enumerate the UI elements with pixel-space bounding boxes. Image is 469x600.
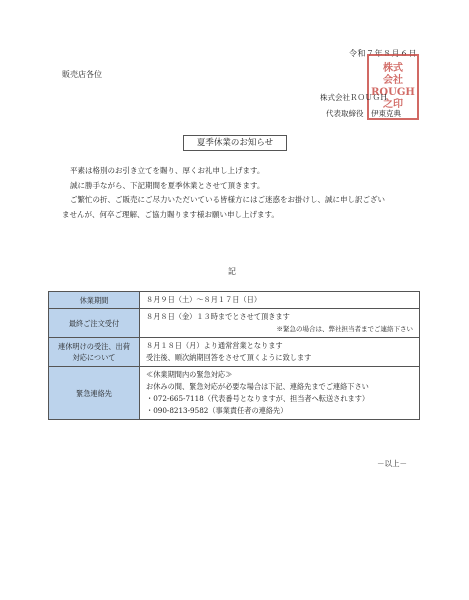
document-date: 令和７年８月６日 [349,49,417,58]
row-value-last-order [140,309,420,338]
body-paragraph-3-cont: ませんが、何卒ご理解、ご協力賜ります様お願い申し上げます。 [62,209,279,219]
emergency-phone-main: ・072-665-7118（代表番号となりますが、担当者へ転送されます） [146,394,370,403]
body-paragraph-3: ご繁忙の折、ご販売にご尽力いただいている皆様方にはご迷惑をお掛けし、誠に申し訳ござい [70,195,385,204]
body-paragraph-1: 平素は格別のお引き立てを賜り、厚くお礼申し上げます。 [70,166,265,175]
body-paragraph-2: 誠に勝手ながら、下記期間を夏季休業とさせて頂きます。 [70,180,265,190]
representative: 代表取締役 伊東克典 [326,109,401,118]
after-holiday-line1: ８月１８日（月）より通常営業となります [146,341,283,350]
emergency-instructions: お休みの間、緊急対応が必要な場合は下記、連絡先までご連絡下さい [146,382,369,391]
company-seal: 株式 会社 ROUGH 之印 [367,54,419,120]
table-row [49,367,420,420]
table-row [49,338,420,367]
ki-heading: 記 [228,267,236,276]
row-value-emergency-contact [140,367,420,420]
table-row [49,309,420,338]
after-holiday-label-line2: 対応について [72,353,116,362]
row-label-after-holiday [49,338,140,367]
after-holiday-line2: 受注後、順次納期回答をさせて頂くように致します [146,353,312,362]
emergency-phone-mobile: ・090-8213-9582（事業責任者の連絡先） [146,406,288,415]
last-order-note: ※緊急の場合は、弊社担当者までご連絡下さい [276,325,413,333]
row-label-closure-period: 休業期間 [49,292,140,309]
closing-mark: －以上－ [377,459,407,468]
body-text [62,164,422,222]
company-name: 株式会社ＲＯＵＧＨ [320,93,388,102]
after-holiday-label-line1: 連休明けの受注、出荷 [58,342,130,351]
recipient: 販売店各位 [62,70,102,79]
table-row [49,292,420,309]
last-order-text: ８月８日（金）１３時までとさせて頂きます [146,312,290,321]
row-value-closure-period: ８月９日（土）～８月１７日（日） [140,292,420,309]
row-label-emergency-contact: 緊急連絡先 [49,367,140,420]
row-label-last-order: 最終ご注文受付 [49,309,140,338]
notice-title: 夏季休業のお知らせ [183,135,287,151]
emergency-heading: ≪休業期間内の緊急対応≫ [146,370,233,379]
holiday-info-table [48,291,420,420]
row-value-after-holiday [140,338,420,367]
